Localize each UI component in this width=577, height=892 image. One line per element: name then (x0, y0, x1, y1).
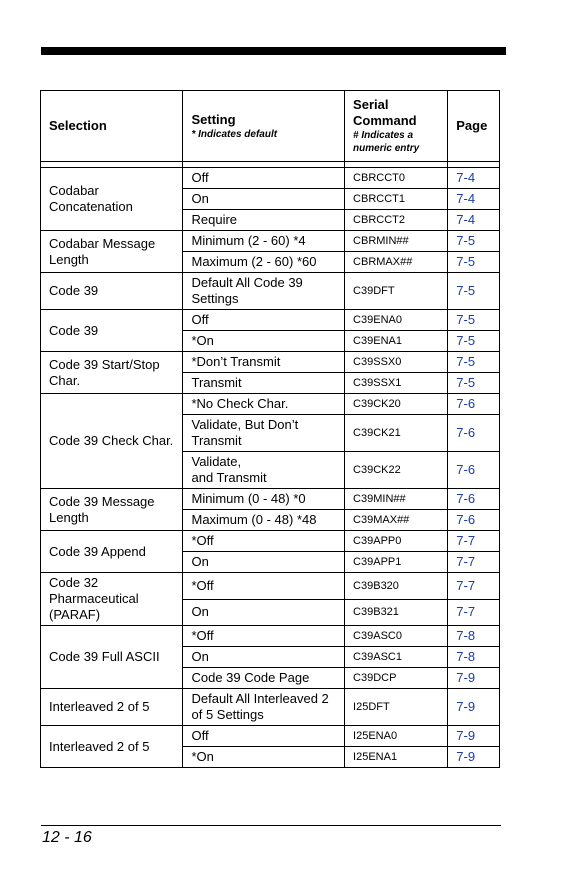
setting-cell: *On (183, 331, 345, 352)
command-cell: C39ASC1 (345, 647, 448, 668)
selection-cell: Interleaved 2 of 5 (41, 726, 183, 768)
page-link[interactable]: 7-5 (448, 273, 500, 310)
selection-cell: Code 32 Pharmaceutical (PARAF) (41, 573, 183, 626)
command-cell: C39APP1 (345, 552, 448, 573)
table-row (41, 273, 500, 310)
page-link[interactable]: 7-8 (448, 647, 500, 668)
command-cell: C39MAX## (345, 510, 448, 531)
page-link[interactable]: 7-6 (448, 415, 500, 452)
selection-cell: Codabar Message Length (41, 231, 183, 273)
page-link[interactable]: 7-6 (448, 452, 500, 489)
setting-cell: *Off (183, 573, 345, 600)
table-row (41, 531, 500, 552)
command-cell: CBRCCT2 (345, 210, 448, 231)
header-serial-sub2: numeric entry (353, 143, 420, 154)
command-cell: C39B320 (345, 573, 448, 600)
header-serial-command: Serial Command # Indicates a numeric entry (345, 91, 448, 162)
serial-command-table (40, 90, 500, 768)
command-cell: C39ENA0 (345, 310, 448, 331)
command-cell: C39CK20 (345, 394, 448, 415)
setting-cell: Minimum (2 - 60) *4 (183, 231, 345, 252)
table-row (41, 726, 500, 747)
table-row (41, 689, 500, 726)
table-row (41, 231, 500, 252)
table-row (41, 168, 500, 189)
table-row (41, 489, 500, 510)
setting-cell: Off (183, 310, 345, 331)
command-cell: CBRMIN## (345, 231, 448, 252)
page-link[interactable]: 7-4 (448, 168, 500, 189)
command-cell: CBRCCT1 (345, 189, 448, 210)
setting-cell: On (183, 552, 345, 573)
page-link[interactable]: 7-6 (448, 510, 500, 531)
setting-cell: Transmit (183, 373, 345, 394)
command-cell: C39DFT (345, 273, 448, 310)
header-page: Page (448, 91, 500, 162)
command-cell: C39CK22 (345, 452, 448, 489)
selection-cell: Code 39 Message Length (41, 489, 183, 531)
setting-cell: Default All Interleaved 2 of 5 Settings (183, 689, 345, 726)
command-cell: C39ENA1 (345, 331, 448, 352)
command-cell: CBRMAX## (345, 252, 448, 273)
setting-cell: Minimum (0 - 48) *0 (183, 489, 345, 510)
command-cell: C39SSX0 (345, 352, 448, 373)
setting-cell: Maximum (2 - 60) *60 (183, 252, 345, 273)
header-setting-sub: * Indicates default (191, 128, 278, 140)
command-cell: C39DCP (345, 668, 448, 689)
page-link[interactable]: 7-4 (448, 189, 500, 210)
command-cell: C39APP0 (345, 531, 448, 552)
page-link[interactable]: 7-5 (448, 331, 500, 352)
setting-cell: *Don’t Transmit (183, 352, 345, 373)
page-link[interactable]: 7-5 (448, 352, 500, 373)
command-cell: C39CK21 (345, 415, 448, 452)
setting-cell: Off (183, 168, 345, 189)
selection-cell: Interleaved 2 of 5 (41, 689, 183, 726)
top-rule (41, 47, 506, 55)
header-selection: Selection (41, 91, 183, 162)
selection-cell: Code 39 Check Char. (41, 394, 183, 489)
setting-cell: *On (183, 747, 345, 768)
table-row (41, 394, 500, 415)
table-row (41, 352, 500, 373)
page-link[interactable]: 7-7 (448, 599, 500, 626)
page-link[interactable]: 7-6 (448, 394, 500, 415)
setting-cell: Code 39 Code Page (183, 668, 345, 689)
header-serial-sub1: # Indicates a (353, 130, 414, 141)
page-link[interactable]: 7-5 (448, 310, 500, 331)
page-link[interactable]: 7-7 (448, 573, 500, 600)
setting-cell: Require (183, 210, 345, 231)
setting-cell: *Off (183, 626, 345, 647)
page-link[interactable]: 7-7 (448, 552, 500, 573)
page-link[interactable]: 7-5 (448, 373, 500, 394)
page-link[interactable]: 7-9 (448, 726, 500, 747)
page-link[interactable]: 7-5 (448, 231, 500, 252)
page-link[interactable]: 7-7 (448, 531, 500, 552)
setting-cell: Validate, and Transmit (183, 452, 345, 489)
setting-cell: Default All Code 39 Settings (183, 273, 345, 310)
selection-cell: Code 39 (41, 310, 183, 352)
command-cell: I25ENA1 (345, 747, 448, 768)
selection-cell: Code 39 Start/Stop Char. (41, 352, 183, 394)
page-number: 12 - 16 (42, 829, 92, 846)
table-row (41, 626, 500, 647)
page-link[interactable]: 7-9 (448, 668, 500, 689)
command-cell: I25DFT (345, 689, 448, 726)
header-setting: Setting * Indicates default (183, 91, 345, 162)
setting-cell: Maximum (0 - 48) *48 (183, 510, 345, 531)
command-cell: C39ASC0 (345, 626, 448, 647)
header-row (41, 91, 500, 162)
bottom-rule (41, 825, 501, 826)
table-row (41, 573, 500, 600)
table-row (41, 310, 500, 331)
command-cell: C39MIN## (345, 489, 448, 510)
command-cell: I25ENA0 (345, 726, 448, 747)
page-link[interactable]: 7-5 (448, 252, 500, 273)
setting-cell: Validate, But Don’t Transmit (183, 415, 345, 452)
setting-cell: *No Check Char. (183, 394, 345, 415)
setting-cell: On (183, 647, 345, 668)
setting-cell: On (183, 599, 345, 626)
page-link[interactable]: 7-4 (448, 210, 500, 231)
selection-cell: Code 39 (41, 273, 183, 310)
command-cell: CBRCCT0 (345, 168, 448, 189)
selection-cell: Code 39 Append (41, 531, 183, 573)
setting-cell: On (183, 189, 345, 210)
page-link[interactable]: 7-8 (448, 626, 500, 647)
setting-cell: Off (183, 726, 345, 747)
selection-cell: Code 39 Full ASCII (41, 626, 183, 689)
setting-cell: *Off (183, 531, 345, 552)
page-link[interactable]: 7-6 (448, 489, 500, 510)
page-link[interactable]: 7-9 (448, 747, 500, 768)
selection-cell: Codabar Concatenation (41, 168, 183, 231)
page-link[interactable]: 7-9 (448, 689, 500, 726)
command-cell: C39B321 (345, 599, 448, 626)
command-cell: C39SSX1 (345, 373, 448, 394)
